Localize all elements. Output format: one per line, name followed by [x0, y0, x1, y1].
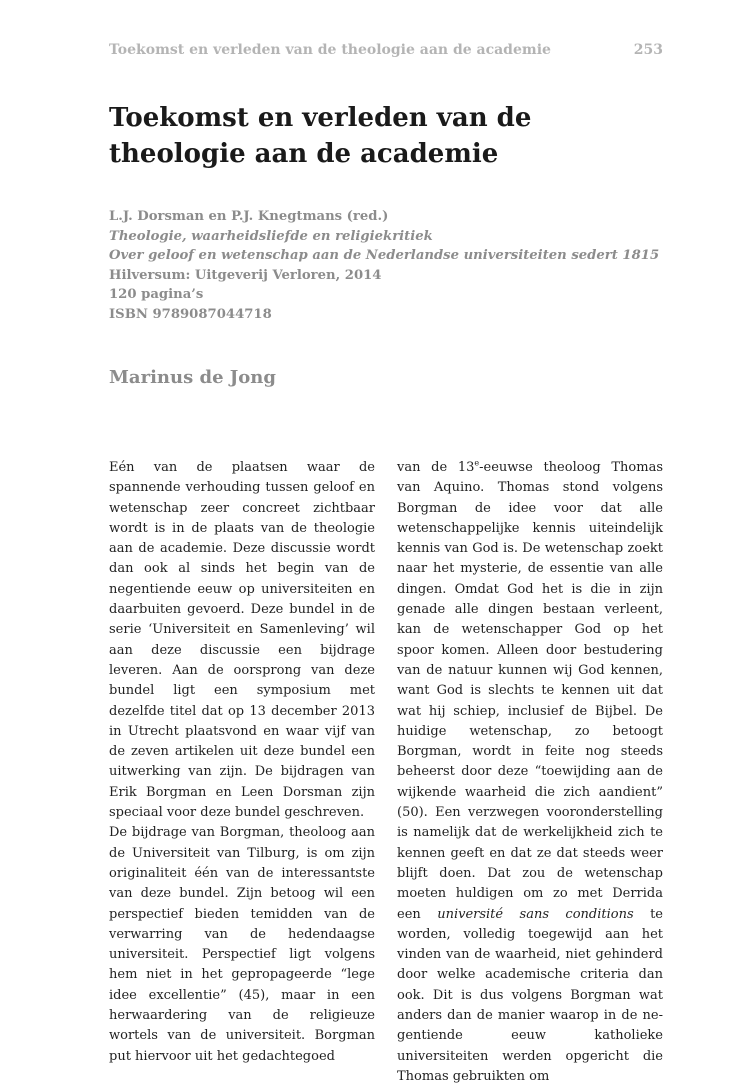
paragraph: De bijdrage van Borgman, theoloog aan de Universiteit van Tilburg, is om zijn originaliteit één van de interessantste van deze bundel. Zijn betoog wil een perspectief bieden temidden van de verwarring van de hedendaagse universiteit. Perspectief ligt volgens hem niet in het gepropageerde “lege idee excellentie” (45), maar in een herwaardering van de religieuze wortels van de universiteit. Borgman put hiervoor uit het gedachtegoed: [109, 825, 375, 1064]
page-number: 253: [633, 42, 663, 58]
italic-term: université sans conditions: [437, 906, 634, 922]
running-head: [109, 42, 663, 58]
paragraph: [397, 458, 663, 1087]
bibliography: [109, 207, 669, 324]
book-publisher: Hilversum: Uitgeverij Verloren, 2014: [109, 267, 382, 283]
book-isbn: ISBN 9789087044718: [109, 306, 272, 322]
book-subtitle: Over geloof en wetenschap aan de Nederlandse universiteiten sedert 1815: [109, 248, 660, 263]
body-column-left: [109, 458, 375, 1067]
running-head-title: Toekomst en verleden van de theologie aan de academie: [109, 42, 551, 58]
body-column-right: [397, 458, 663, 1087]
article-title: Toekomst en verleden van de theologie aan de academie: [109, 103, 532, 169]
book-title: Theologie, waarheidsliefde en religiekritiek: [109, 228, 433, 244]
paragraph: Eén van de plaatsen waar de spannende verhouding tussen geloof en wetenschap zeer concreet zichtbaar wordt is in de plaats van de theologie aan de academie. Deze discussie wordt dan ook al sinds het begin van de negentiende eeuw op universiteiten en daarbuiten gevoerd. Deze bundel in de serie ‘Universiteit en Samenleving’ wil aan deze discussie een bijdrage leveren. Aan de oorsprong van deze bundel ligt een symposium met dezelfde titel dat op 13 december 2013 in Utrecht plaatsvond en waar vijf van de zeven artikelen uit deze bundel een uitwerking van zijn. De bijdragen van Erik Borgman en Leen Dorsman zijn speciaal voor deze bundel geschreven.: [109, 460, 375, 821]
book-editors: L.J. Dorsman en P.J. Knegtmans (red.): [109, 209, 389, 224]
book-pages: 120 pagina’s: [109, 287, 204, 302]
text-run: te worden, volledig toegewijd aan het vinden van de waarheid, niet gehinderd door welke academische criteria dan ook. Dit is dus volgens Borgman wat anders dan de manier waarop in de negentiende eeuw katholieke universiteiten werden opgericht die Thomas gebruikten om: [397, 906, 663, 1084]
reviewer-name: Marinus de Jong: [109, 367, 276, 388]
superscript: e: [474, 458, 480, 468]
text-run: -eeuwse theoloog Thomas van Aquino. Thomas stond volgens Borgman de idee voor dat alle wetenschappelijke kennis uiteindelijk kennis van God is. De wetenschap zoekt naar het mysterie, de essentie van alle dingen. Omdat God het is die in zijn genade alle dingen bestaan verleent, kan de wetenschapper God op het spoor komen. Alleen door bestudering van de natuur kunnen wij God kennen, want God is slechts te kennen uit dat wat hij schiep, inclusief de Bijbel. De huidige wetenschap, zo betoogt Borgman, wordt in feite nog steeds beheerst door deze “toewijding aan de wijkende waarheid die zich aandient” (50). Een verzwegen vooronderstelling is namelijk dat de werkelijkheid zich te kennen geeft en dat ze dat steeds weer blijft doen. Dat zou de wetenschap moeten huldigen om zo met Derrida een: [397, 460, 663, 922]
text-run: van de 13: [397, 460, 475, 475]
